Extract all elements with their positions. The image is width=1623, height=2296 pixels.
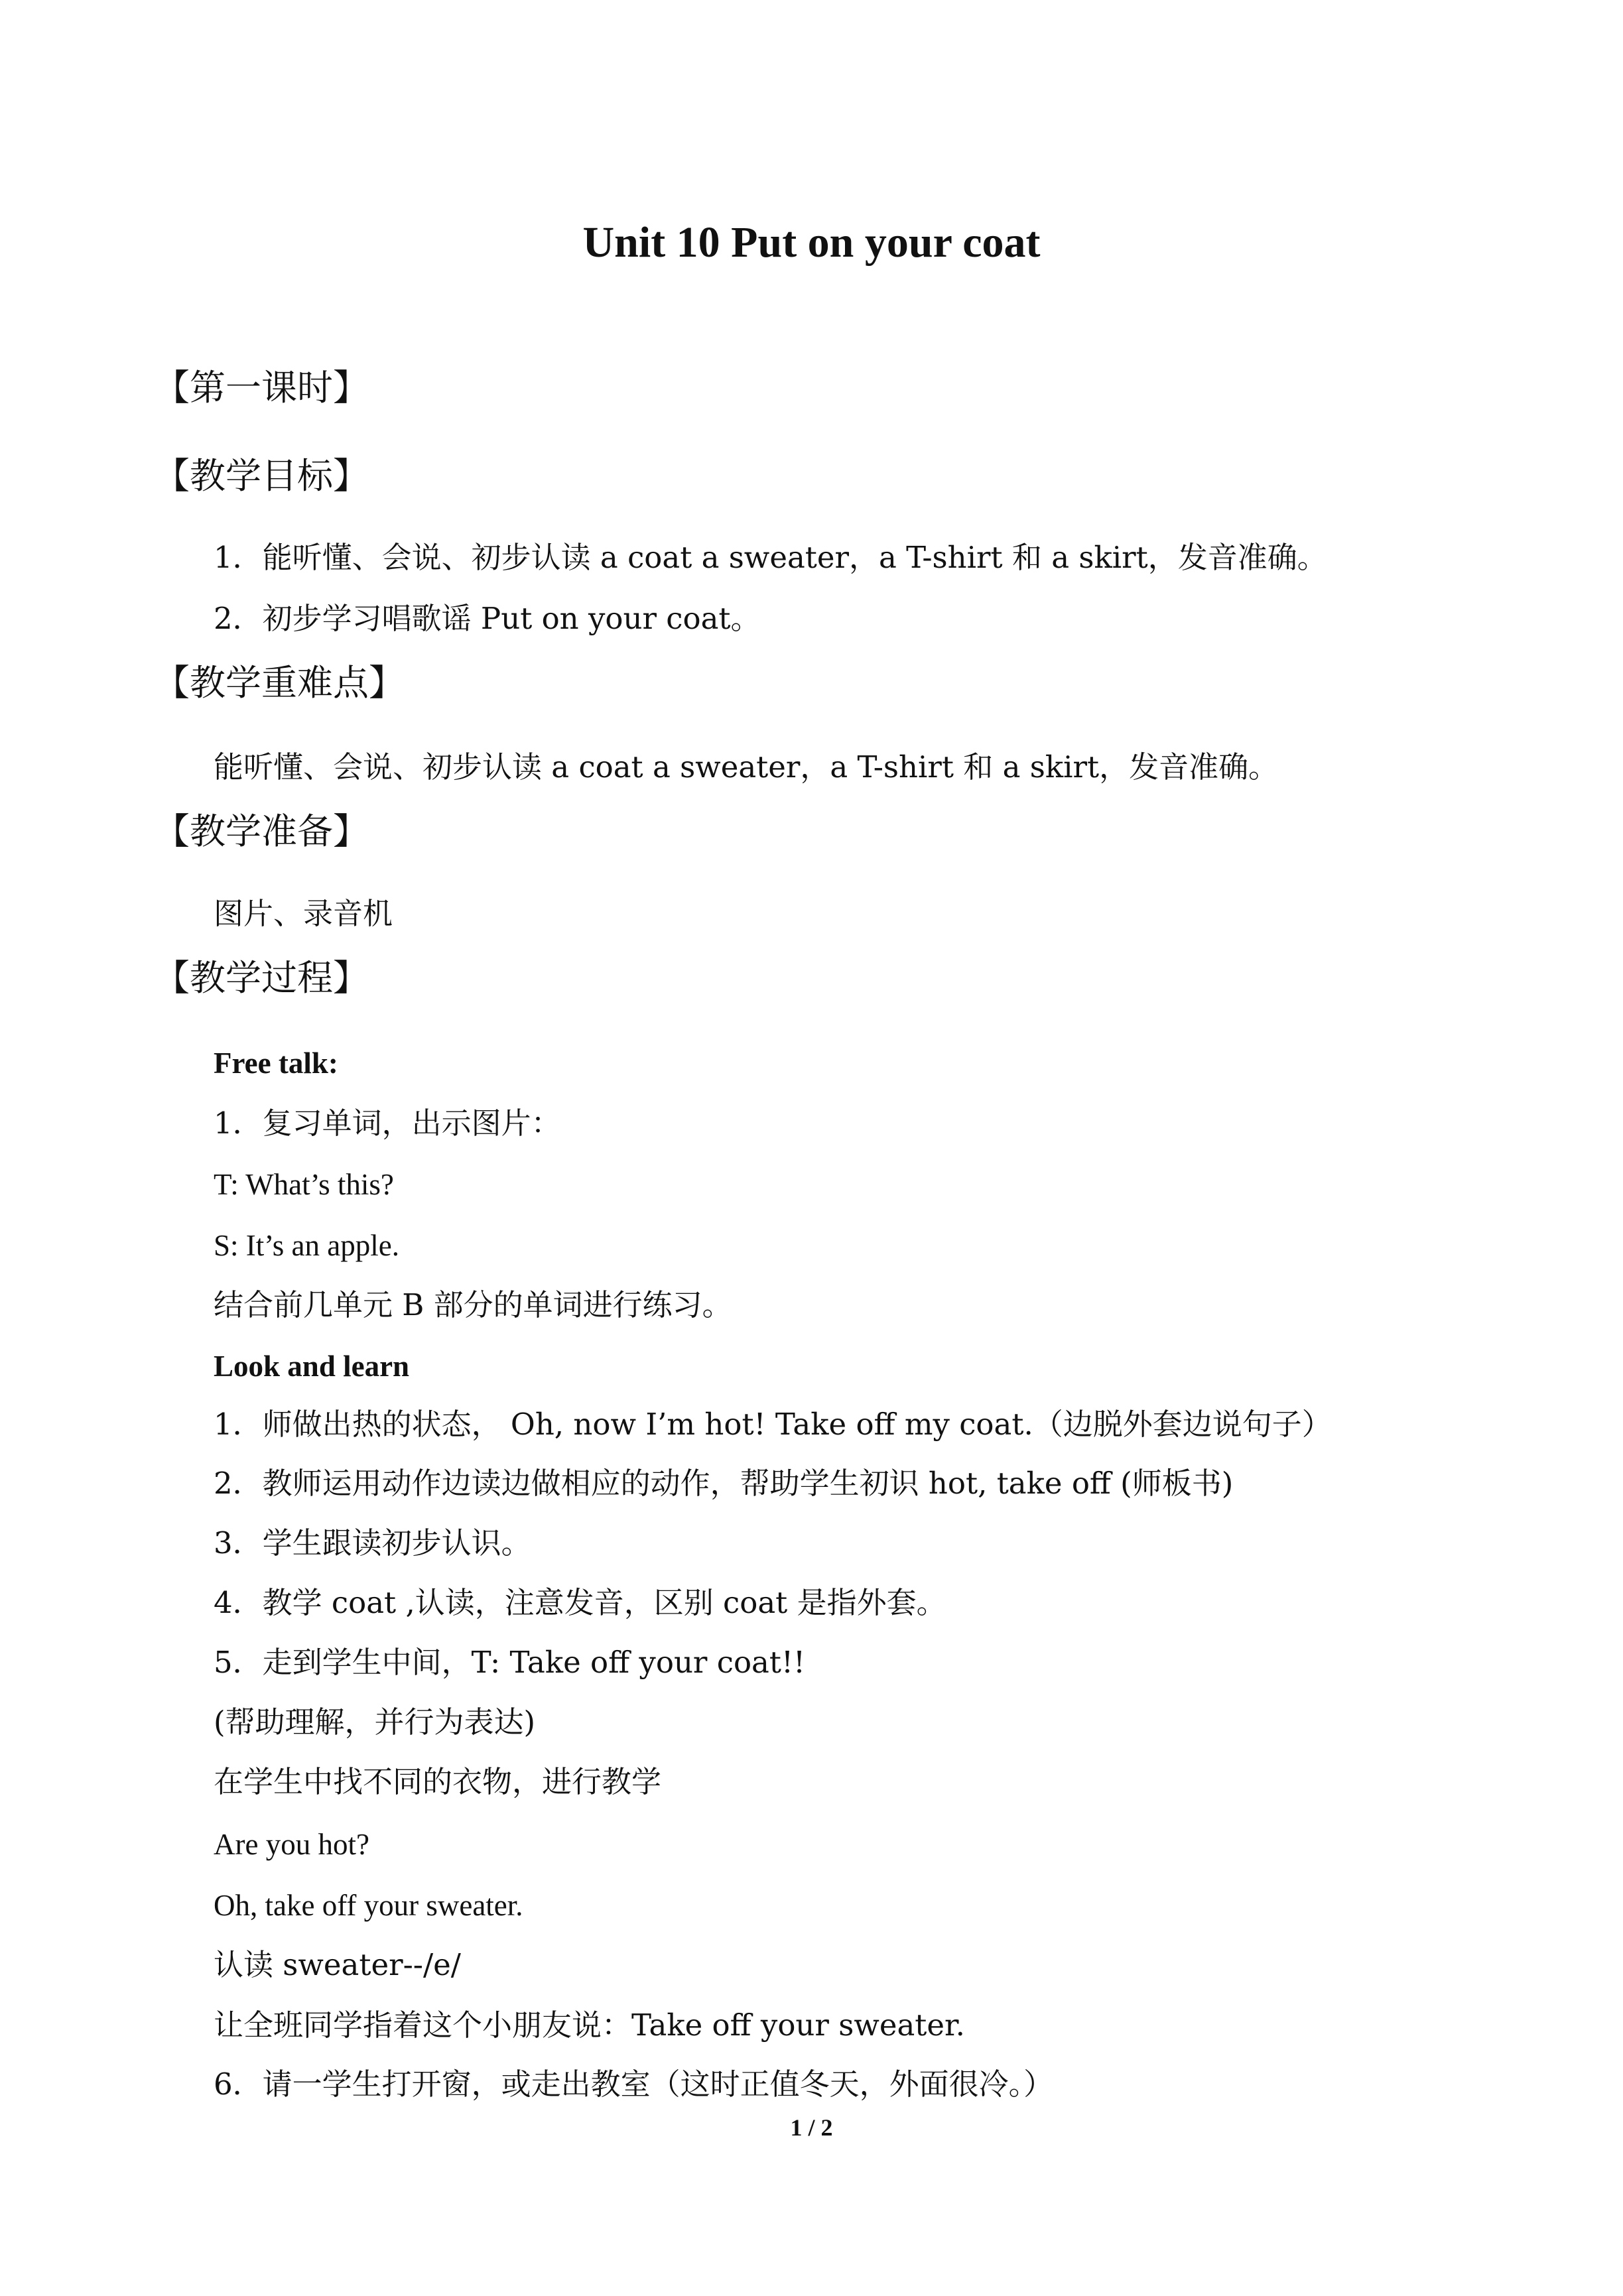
look-and-learn-line-2: 2．教师运用动作边读边做相应的动作，帮助学生初识 hot, take off (师板书) xyxy=(214,1466,1234,1501)
look-and-learn-line-4: 4．教学 coat ,认读，注意发音，区别 coat 是指外套。 xyxy=(214,1585,946,1620)
document-title: Unit 10 Put on your coat xyxy=(582,218,1041,267)
key-points-text: 能听懂、会说、初步认读 a coat a sweater，a T-shirt 和 a skirt，发音准确。 xyxy=(214,749,1279,785)
free-talk-line-3: S: It’s an apple. xyxy=(214,1229,399,1262)
look-and-learn-line-3: 3．学生跟读初步认识。 xyxy=(214,1525,531,1561)
section-heading-key-points: 【教学重难点】 xyxy=(154,662,405,704)
look-and-learn-line-12: 6．请一学生打开窗，或走出教室（这时正值冬天，外面很冷。） xyxy=(214,2067,1054,2102)
free-talk-heading: Free talk: xyxy=(214,1047,338,1080)
look-and-learn-line-9: Oh, take off your sweater. xyxy=(214,1889,523,1922)
look-and-learn-line-1: 1．师做出热的状态， Oh, now I’m hot! Take off my coat.（边脱外套边说句子） xyxy=(214,1407,1332,1442)
objective-item-1: 1．能听懂、会说、初步认读 a coat a sweater，a T-shirt 和 a skirt，发音准确。 xyxy=(214,540,1327,575)
look-and-learn-line-7: 在学生中找不同的衣物，进行教学 xyxy=(214,1764,662,1799)
section-heading-preparation: 【教学准备】 xyxy=(154,810,369,852)
section-heading-lesson: 【第一课时】 xyxy=(154,367,369,409)
look-and-learn-heading: Look and learn xyxy=(214,1350,410,1383)
section-heading-objectives: 【教学目标】 xyxy=(154,455,369,497)
look-and-learn-line-6: (帮助理解，并行为表达) xyxy=(214,1704,536,1740)
look-and-learn-line-11: 让全班同学指着这个小朋友说：Take off your sweater. xyxy=(214,2008,965,2043)
preparation-text: 图片、录音机 xyxy=(214,896,393,931)
free-talk-line-1: 1．复习单词，出示图片： xyxy=(214,1106,561,1141)
look-and-learn-line-10: 认读 sweater--/e/ xyxy=(214,1947,461,1982)
free-talk-line-4: 结合前几单元 B 部分的单词进行练习。 xyxy=(214,1287,732,1322)
section-heading-process: 【教学过程】 xyxy=(154,957,369,999)
look-and-learn-line-8: Are you hot? xyxy=(214,1828,369,1861)
look-and-learn-line-5: 5．走到学生中间，T: Take off your coat!! xyxy=(214,1645,806,1680)
objective-item-2: 2．初步学习唱歌谣 Put on your coat。 xyxy=(214,601,761,636)
page-number: 1 / 2 xyxy=(790,2114,833,2141)
free-talk-line-2: T: What’s this? xyxy=(214,1168,394,1201)
